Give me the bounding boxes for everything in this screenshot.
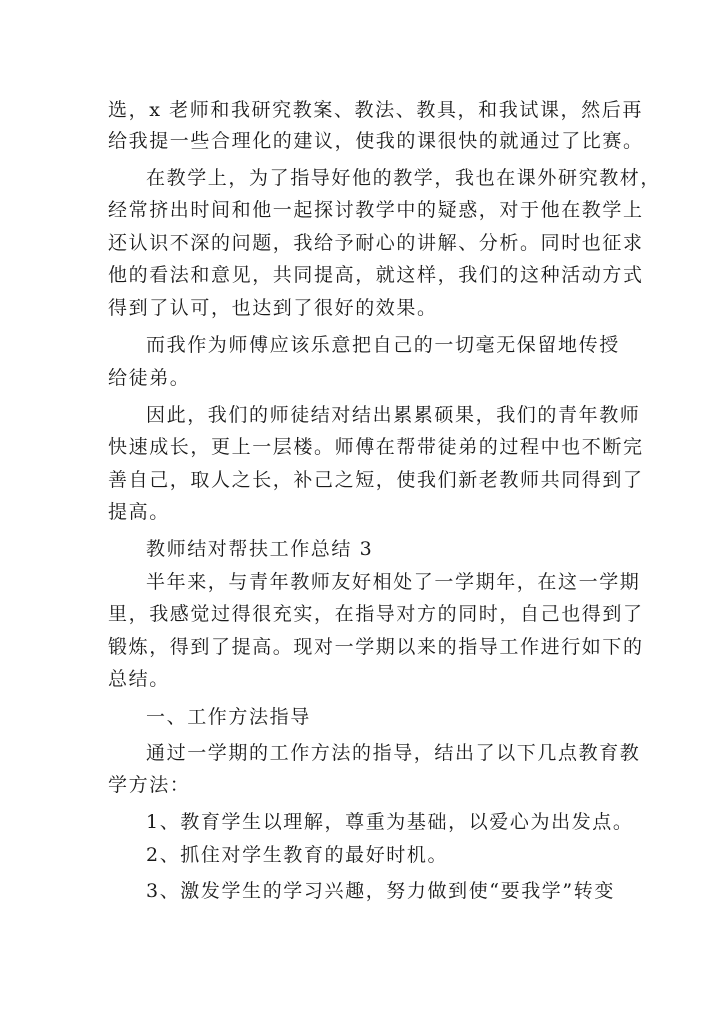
list-item: 3、激发学生的学习兴趣，努力做到使“要我学”转变	[146, 880, 615, 902]
text-line: 得到了认可，也达到了很好的效果。	[108, 297, 438, 319]
text-line: 通过一学期的工作方法的指导，结出了以下几点教育教	[146, 742, 641, 764]
text-line: 快速成长，更上一层楼。师傅在帮带徒弟的过程中也不断完	[108, 436, 644, 458]
list-item: 1、教育学生以理解，尊重为基础，以爱心为出发点。	[146, 811, 634, 833]
text-line: 善自己，取人之长，补己之短，使我们新老教师共同得到了	[108, 469, 644, 491]
text-line: 给我提一些合理化的建议，使我的课很快的就通过了比赛。	[108, 130, 644, 152]
text-line: 锻炼，得到了提高。现对一学期以来的指导工作进行如下的	[108, 636, 644, 658]
text-line: 而我作为师傅应该乐意把自己的一切毫无保留地传授	[146, 334, 620, 356]
text-line: 选，x 老师和我研究教案、教法、教具，和我试课，然后再	[108, 99, 643, 121]
text-line: 半年来，与青年教师友好相处了一学期年，在这一学期	[146, 571, 641, 593]
text-line: 他的看法和意见，共同提高，就这样，我们的这种活动方式	[108, 264, 644, 286]
section-heading: 一、工作方法指导	[146, 706, 311, 728]
text-line: 给徒弟。	[108, 367, 191, 389]
text-line: 因此，我们的师徒结对结出累累硕果，我们的青年教师	[146, 404, 641, 426]
text-line: 经常挤出时间和他一起探讨教学中的疑惑，对于他在教学上	[108, 199, 644, 221]
section-heading: 教师结对帮扶工作总结 3	[146, 538, 374, 560]
text-line: 总结。	[108, 668, 170, 690]
text-line: 在教学上，为了指导好他的教学，我也在课外研究教材，	[146, 167, 662, 189]
list-item: 2、抓住对学生教育的最好时机。	[146, 844, 449, 866]
text-line: 学方法：	[108, 774, 191, 796]
text-line: 还认识不深的问题，我给予耐心的讲解、分析。同时也征求	[108, 232, 644, 254]
text-line: 里，我感觉过得很充实，在指导对方的同时，自己也得到了	[108, 603, 644, 625]
text-line: 提高。	[108, 501, 170, 523]
